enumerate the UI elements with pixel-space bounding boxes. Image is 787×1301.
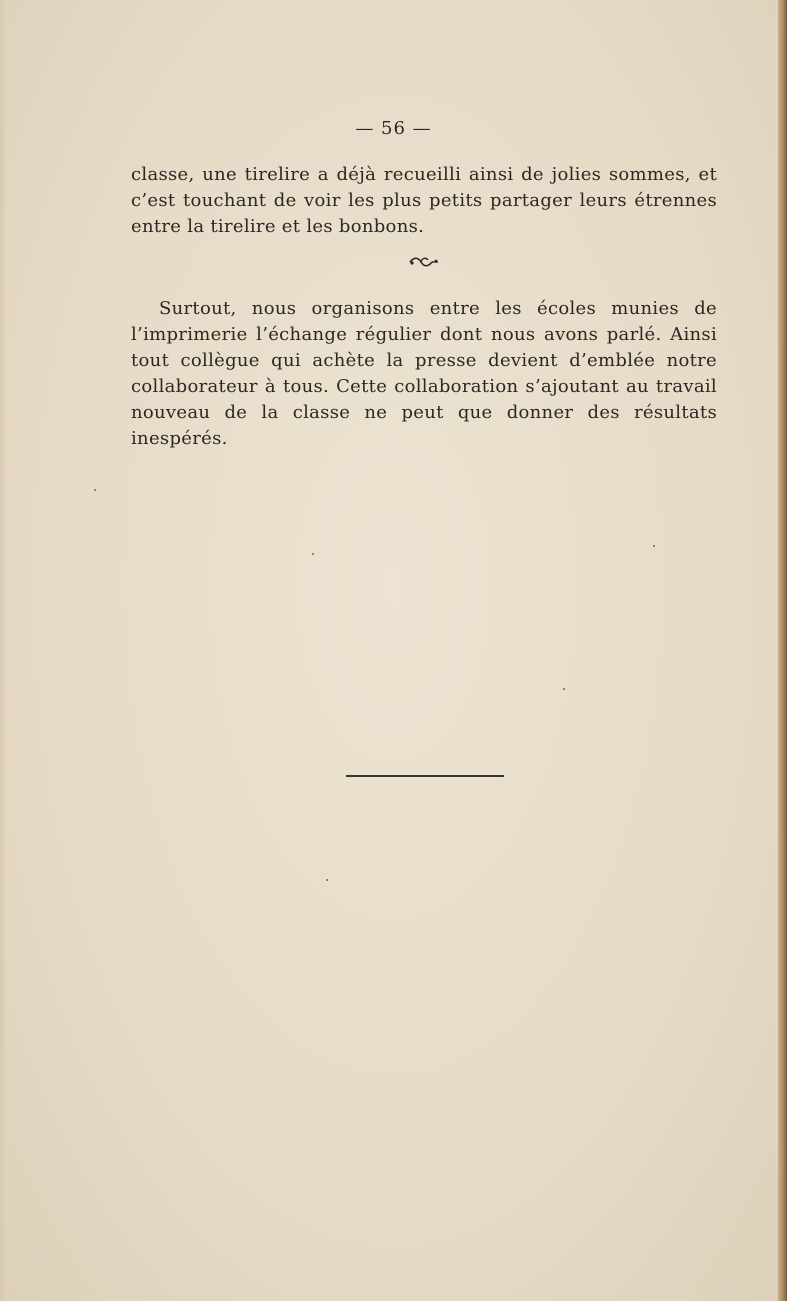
page-right-edge [778, 0, 787, 1301]
paragraph-continued: classe, une tirelire a déjà recueilli ainsi de jolies sommes, et c’est touchant de voir les plus petits partager leurs étrennes entre la tirelire et les bonbons. [131, 164, 717, 237]
fleuron-icon [408, 254, 440, 270]
paper-speck [312, 553, 314, 555]
page-left-edge [0, 0, 6, 1301]
paper-speck [94, 489, 96, 491]
page-number: — 56 — [355, 118, 432, 139]
horizontal-rule [346, 775, 504, 777]
paragraph-surtout: Surtout, nous organisons entre les écoles munies de l’imprimerie l’échange régulier dont nous avons parlé. Ainsi tout collègue qui achète la presse devient d’emblée notre collaborateur à tous. Cette collaboration s’ajoutant au travail nouveau de la classe ne peut que donner des résultats inespérés. [131, 298, 717, 449]
paper-speck [326, 879, 328, 881]
paper-speck [653, 545, 655, 547]
paper-speck [563, 688, 565, 690]
